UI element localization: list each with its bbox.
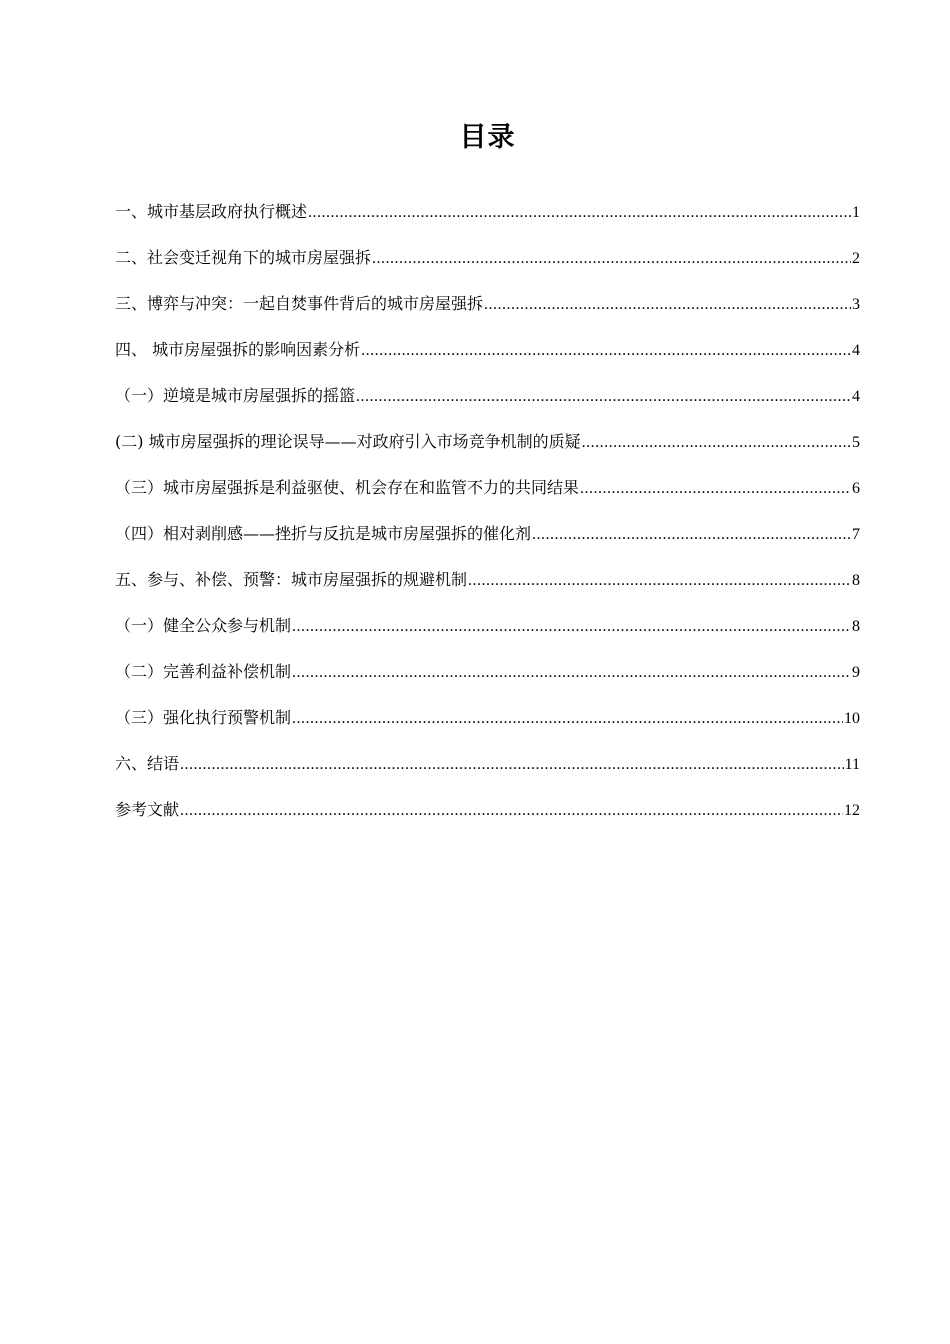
toc-entry[interactable] [115,522,860,568]
toc-entry[interactable] [115,292,860,338]
toc-dot-leader [292,615,851,639]
toc-entry-label: （四）相对剥削感——挫折与反抗是城市房屋强拆的催化剂 [115,524,532,543]
toc-entry-label: （三）城市房屋强拆是利益驱使、机会存在和监管不力的共同结果 [115,478,580,497]
toc-entry[interactable] [115,660,860,706]
toc-entry-label: 三、博弈与冲突：一起自焚事件背后的城市房屋强拆 [115,294,484,313]
toc-dot-leader [580,477,851,501]
toc-entry-label: 一、城市基层政府执行概述 [115,202,308,221]
toc-entry[interactable] [115,798,860,844]
toc-entry-page: 5 [852,434,860,451]
toc-entry-page: 7 [852,526,860,543]
toc-entry[interactable] [115,614,860,660]
toc-entry-page: 4 [852,342,860,359]
toc-entry-page: 10 [844,710,860,727]
toc-entry-label: 二、社会变迁视角下的城市房屋强拆 [115,248,372,267]
toc-dot-leader [292,661,851,685]
toc-entry-page: 1 [852,204,860,221]
toc-dot-leader [180,799,843,823]
toc-entry-label: 六、结语 [115,754,180,773]
toc-entry-page: 8 [852,572,860,589]
toc-entry-label: （一）逆境是城市房屋强拆的摇篮 [115,386,356,405]
toc-dot-leader [582,431,851,455]
toc-entry[interactable] [115,338,860,384]
toc-entry-page: 8 [852,618,860,635]
toc-entry-page: 9 [852,664,860,681]
toc-entry[interactable] [115,384,860,430]
toc-entry-label: 四、 城市房屋强拆的影响因素分析 [115,340,361,359]
toc-entry-page: 3 [852,296,860,313]
toc-entry-label: (二) 城市房屋强拆的理论误导——对政府引入市场竞争机制的质疑 [115,432,581,451]
toc-entry[interactable] [115,706,860,752]
toc-entry[interactable] [115,430,860,476]
toc-entry[interactable] [115,752,860,798]
toc-entry-page: 2 [852,250,860,267]
toc-entry-label: （三）强化执行预警机制 [115,708,292,727]
toc-entry-page: 12 [844,802,860,819]
toc-entry-page: 11 [844,756,860,773]
toc-dot-leader [532,523,851,547]
toc-entry[interactable] [115,200,860,246]
toc-dot-leader [308,201,851,225]
toc-entry[interactable] [115,568,860,614]
toc-dot-leader [292,707,843,731]
toc-dot-leader [372,247,851,271]
toc-entry-label: 五、参与、补偿、预警：城市房屋强拆的规避机制 [115,570,468,589]
toc-entry-label: （二）完善利益补偿机制 [115,662,292,681]
toc-dot-leader [468,569,851,593]
toc-entry[interactable] [115,476,860,522]
toc-entry-page: 6 [852,480,860,497]
toc-dot-leader [484,293,851,317]
page-title: 目录 [459,122,516,153]
toc-entry-label: 参考文献 [115,800,180,819]
toc-entry[interactable] [115,246,860,292]
toc-dot-leader [180,753,844,777]
toc-dot-leader [356,385,851,409]
table-of-contents [115,200,860,844]
toc-entry-page: 4 [852,388,860,405]
toc-entry-label: （一）健全公众参与机制 [115,616,292,635]
toc-dot-leader [361,339,851,363]
